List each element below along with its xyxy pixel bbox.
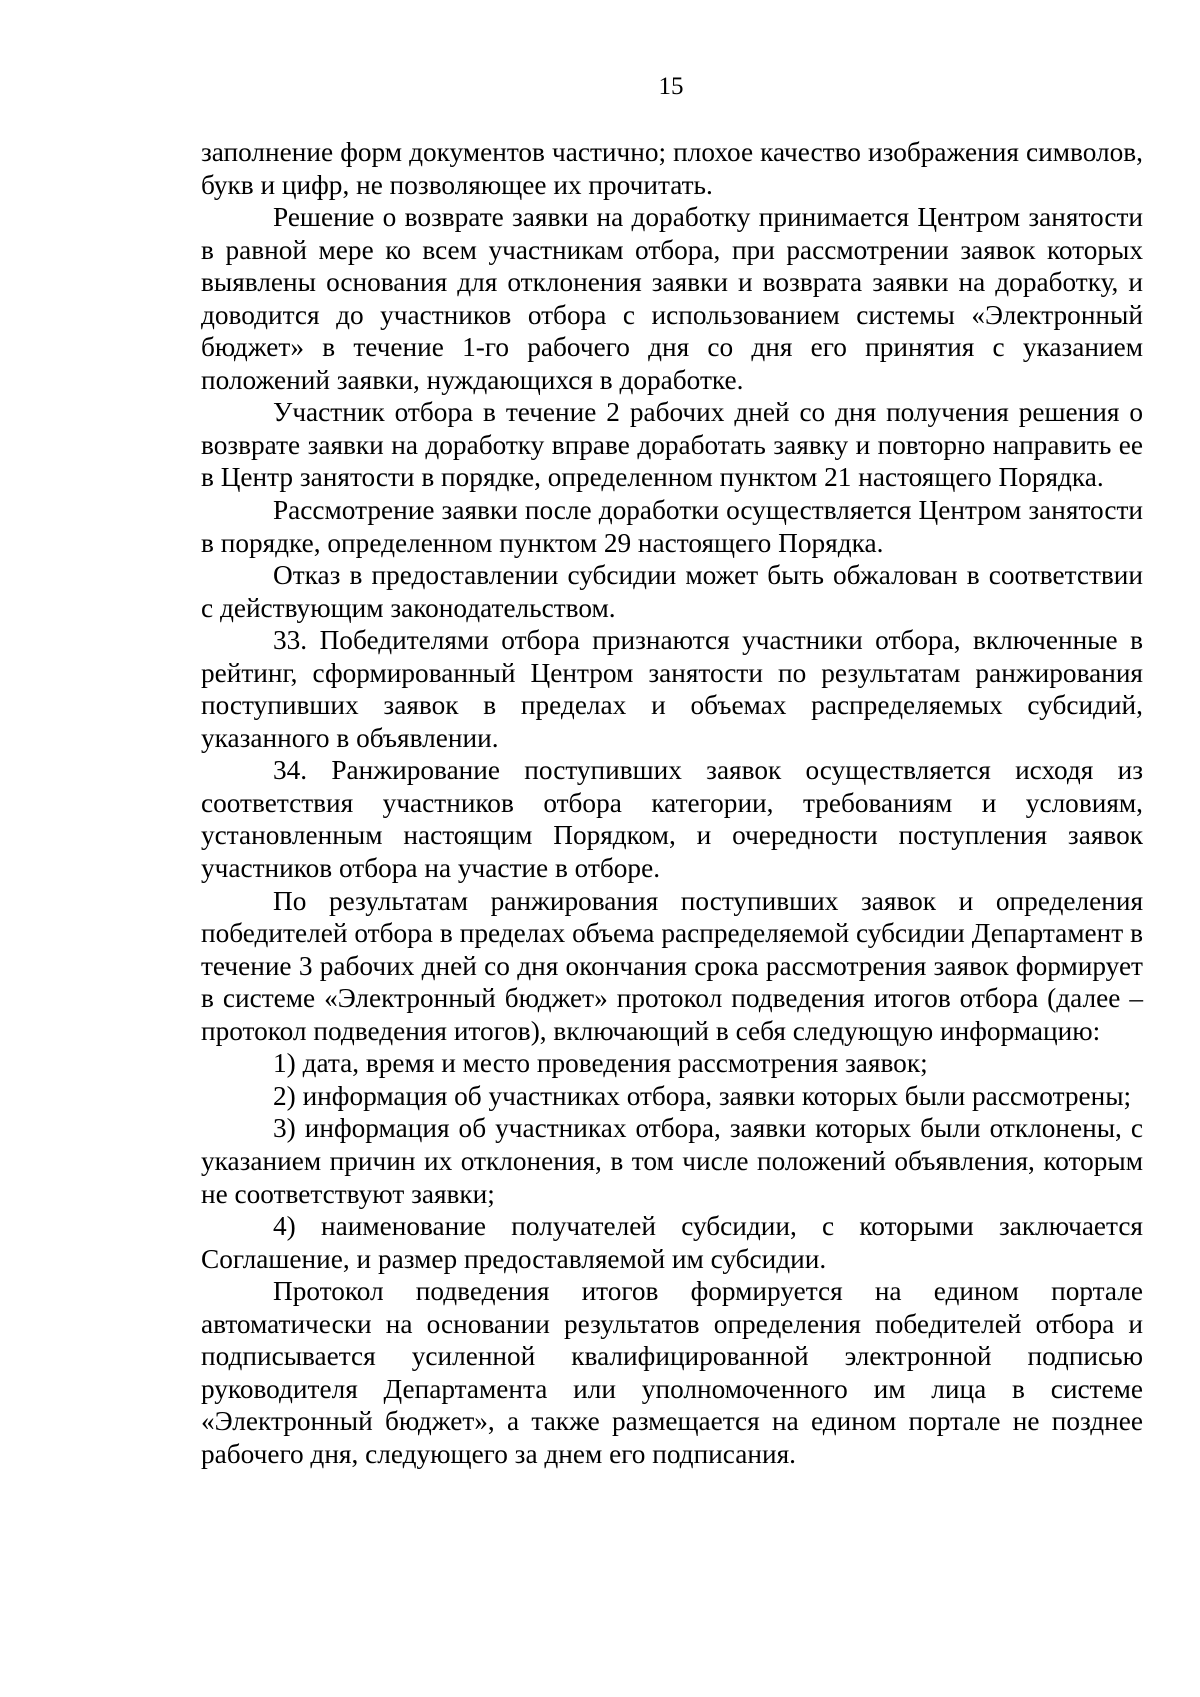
- paragraph: По результатам ранжирования поступивших заявок и определения победителей отбора в пределах объема распределяемой субсидии Департамент в течение 3 рабочих дней со дня окончания срока рассмотрения заявок формирует в системе «Электронный бюджет» протокол подведения итогов отбора (далее – протокол подведения итогов), включающий в себя следующую информацию:: [201, 885, 1143, 1046]
- paragraph-item-33: 33. Победителями отбора признаются участники отбора, включенные в рейтинг, сформированный Центром занятости по результатам ранжирования поступивших заявок в пределах и объемах распределяемых субсидий, указанного в объявлении.: [201, 625, 1143, 753]
- paragraph: Решение о возврате заявки на доработку принимается Центром занятости в равной мере ко всем участникам отбора, при рассмотрении заявок которых выявлены основания для отклонения заявки и возврата заявки на доработку, и доводится до участников отбора с использованием системы «Электронный бюджет» в течение 1-го рабочего дня со дня его принятия с указанием положений заявки, нуждающихся в доработке.: [201, 202, 1143, 395]
- list-item: 4) наименование получателей субсидии, с которыми заключается Соглашение, и размер предоставляемой им субсидии.: [201, 1211, 1143, 1274]
- paragraph-item-34: 34. Ранжирование поступивших заявок осуществляется исходя из соответствия участников отбора категории, требованиям и условиям, установленным настоящим Порядком, и очередности поступления заявок участников отбора на участие в отборе.: [201, 755, 1143, 884]
- paragraph: Участник отбора в течение 2 рабочих дней со дня получения решения о возврате заявки на доработку вправе доработать заявку и повторно направить ее в Центр занятости в порядке, определенном пунктом 21 настоящего Порядка.: [201, 397, 1143, 493]
- list-item: 3) информация об участниках отбора, заявки которых были отклонены, с указанием причин их отклонения, в том числе положений объявления, которым не соответствуют заявки;: [201, 1113, 1143, 1209]
- paragraph: заполнение форм документов частично; плохое качество изображения символов, букв и цифр, не позволяющее их прочитать.: [201, 137, 1143, 200]
- page-number: 15: [658, 73, 684, 100]
- paragraph: Отказ в предоставлении субсидии может быть обжалован в соответствии с действующим законодательством.: [201, 560, 1143, 623]
- document-body: [201, 136, 1143, 1470]
- paragraph: Протокол подведения итогов формируется на едином портале автоматически на основании результатов определения победителей отбора и подписывается усиленной квалифицированной электронной подписью руководителя Департамента или уполномоченного им лица в системе «Электронный бюджет», а также размещается на едином портале не позднее рабочего дня, следующего за днем его подписания.: [201, 1276, 1143, 1469]
- list-item: 2) информация об участниках отбора, заявки которых были рассмотрены;: [273, 1080, 1132, 1111]
- paragraph: Рассмотрение заявки после доработки осуществляется Центром занятости в порядке, определенном пунктом 29 настоящего Порядка.: [201, 495, 1143, 558]
- list-item: 1) дата, время и место проведения рассмотрения заявок;: [273, 1048, 928, 1079]
